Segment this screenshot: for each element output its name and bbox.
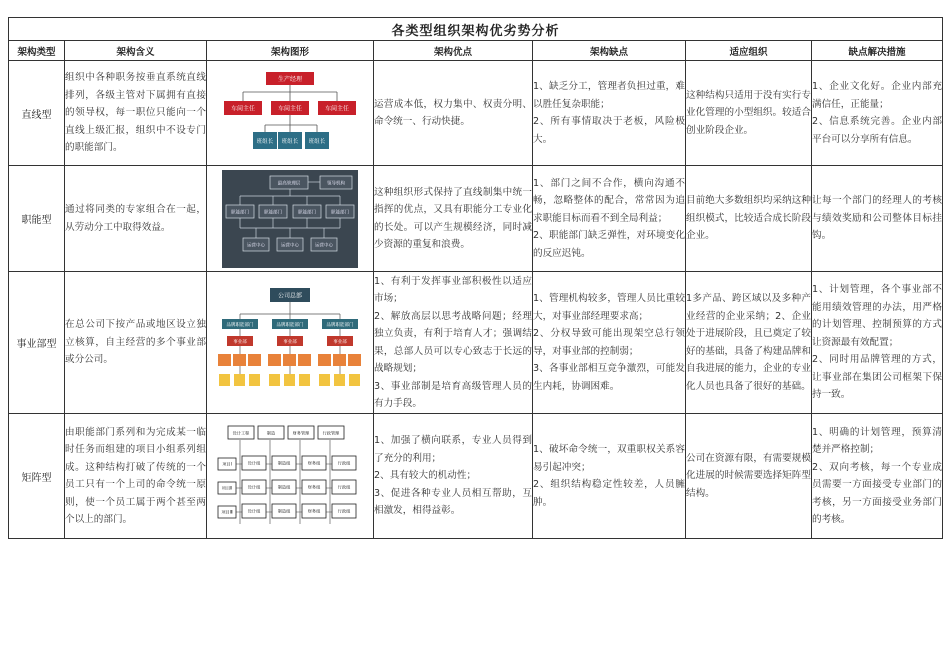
matrix-cell: 财务组	[307, 508, 321, 514]
node-mid-1: 车间主任	[230, 105, 256, 113]
header-pros: 架构优点	[374, 41, 533, 61]
node-mid-1: 职能部门	[231, 210, 249, 215]
header-type: 架构类型	[9, 41, 65, 61]
matrix-row-2: 项目Ⅱ	[221, 485, 233, 491]
matrix-col-2: 制造	[266, 430, 276, 436]
table-row	[9, 61, 943, 166]
page-title: 各类型组织架构优劣势分析	[9, 18, 943, 41]
node-bottom-2: 班组长	[281, 139, 299, 145]
node-mid-2: 车间主任	[277, 105, 303, 113]
matrix-cell: 设计组	[247, 460, 261, 466]
node-top: 最高管理层	[277, 181, 301, 186]
row-fit: 公司在资源有限，有需要规模化进展的时候需要选择矩阵型结构。	[686, 414, 812, 539]
matrix-cell: 制造组	[277, 484, 291, 490]
matrix-col-1: 设计工程	[232, 430, 250, 436]
row-type: 直线型	[9, 61, 65, 166]
node-unit-3: 事业部	[333, 339, 347, 345]
row-fit: 1多产品、跨区域以及多种产业经营的企业采纳；2、企业处于进展阶段，且已奠定了较好的基础，具备了构建品牌和自我进展的能力，企业的专业化人员也具备了很好的基础。	[686, 272, 812, 414]
node-unit-2: 事业部	[283, 339, 297, 345]
node-mid-3: 车间主任	[324, 105, 350, 113]
row-fit: 这种结构只适用于没有实行专业化管理的小型组织。较适合创业阶段企业。	[686, 61, 812, 166]
matrix-row-1: 项目Ⅰ	[222, 461, 232, 467]
header-diagram: 架构图形	[207, 41, 374, 61]
functional-org-chart	[222, 170, 358, 268]
row-type: 事业部型	[9, 272, 65, 414]
header-fit: 适应组织	[686, 41, 812, 61]
comparison-table	[8, 17, 943, 539]
node-unit-1: 事业部	[233, 339, 247, 345]
node-mid-2: 职能部门	[264, 210, 282, 215]
node-bottom-2: 运营中心	[281, 243, 299, 248]
node-top: 生产经理	[277, 76, 303, 83]
matrix-cell: 制造组	[277, 508, 291, 514]
row-pros: 1、加强了横向联系，专业人员得到了充分的利用； 2、具有较大的机动性； 3、促进各种专业人员相互帮助，互相激发，相得益彰。	[374, 414, 533, 539]
line-structure-diagram	[207, 61, 374, 166]
row-cons: 1、缺乏分工，管理者负担过重，难以胜任复杂职能； 2、所有事情取决于老板，风险极大。	[533, 61, 686, 166]
node-bottom-1: 运营中心	[247, 243, 265, 248]
table-row	[9, 166, 943, 272]
header-meaning: 架构含义	[65, 41, 207, 61]
row-meaning: 组织中各种职务按垂直系统直线排列，各级主管对下属拥有直接的领导权，每一职位只能向一个直线上级汇报，组织中不设专门的职能部门。	[65, 61, 207, 166]
row-cons: 1、部门之间不合作，横向沟通不畅，忽略整体的配合，常常因为追求职能目标而看不到全局利益； 2、职能部门缺乏弹性，对环境变化的反应迟钝。	[533, 166, 686, 272]
node-mid-1: 品牌职能部门	[226, 322, 254, 328]
row-pros: 1、有利于发挥事业部积极性以适应市场； 2、解放高层以思考战略问题；经理独立负责，有利于培育人才；强调结果，总部人员可以专心致志于长远的战略规划； 3、事业部制是培育高级管理人员的有力手段。	[374, 272, 533, 414]
node-mid-2: 品牌职能部门	[276, 322, 304, 328]
node-mid-3: 品牌职能部门	[326, 322, 354, 328]
matrix-cell: 财务组	[307, 460, 321, 466]
row-pros: 这种组织形式保持了直线制集中统一指挥的优点，又具有职能分工专业化的长处。可以产生规模经济，同时减少资源的重复和浪费。	[374, 166, 533, 272]
row-fit: 目前绝大多数组织均采纳这种组织模式，比较适合成长阶段企业。	[686, 166, 812, 272]
matrix-col-3: 财务管理	[292, 430, 310, 436]
header-row	[9, 41, 943, 61]
matrix-col-4: 行政管理	[322, 430, 340, 436]
header-fix: 缺点解决措施	[812, 41, 943, 61]
matrix-structure-diagram	[207, 414, 374, 539]
functional-structure-diagram	[207, 166, 374, 272]
matrix-cell: 行政组	[337, 460, 351, 466]
table-row	[9, 414, 943, 539]
row-meaning: 由职能部门系列和为完成某一临时任务而组建的项目小组系列组成。这种结构打破了传统的一个员工只有一个上司的命令统一原则，使一个员工属于两个甚至两个以上的部门。	[65, 414, 207, 539]
row-cons: 1、管理机构较多，管理人员比重较大，对事业部经理要求高； 2、分权导致可能出现架空总行领导，对事业部的控制弱； 3、各事业部相互竞争激烈，可能发生内耗，协调困难。	[533, 272, 686, 414]
row-fix: 1、企业文化好。企业内部充满信任，正能量； 2、信息系统完善。企业内部平台可以分享所有信息。	[812, 61, 943, 166]
node-bottom-1: 班组长	[256, 139, 274, 145]
line-org-chart	[220, 70, 360, 156]
row-cons: 1、破坏命令统一，双重职权关系容易引起冲突； 2、组织结构稳定性较差，人员臃肿。	[533, 414, 686, 539]
matrix-cell: 制造组	[277, 460, 291, 466]
node-mid-4: 职能部门	[331, 210, 349, 215]
node-mid-3: 职能部门	[298, 210, 316, 215]
node-top: 公司总部	[277, 292, 303, 299]
row-type: 矩阵型	[9, 414, 65, 539]
divisional-org-chart	[215, 284, 365, 402]
row-fix: 1、明确的计划管理，预算清楚并严格控制； 2、双向考核，每一个专业成员需要一方面接受专业部门的考核，另一方面接受业务部门的考核。	[812, 414, 943, 539]
matrix-org-chart	[216, 420, 364, 532]
node-side: 领导机构	[327, 181, 345, 186]
matrix-cell: 财务组	[307, 484, 321, 490]
matrix-cell: 设计组	[247, 484, 261, 490]
header-cons: 架构缺点	[533, 41, 686, 61]
row-pros: 运营成本低，权力集中、权责分明、命令统一、行动快捷。	[374, 61, 533, 166]
row-meaning: 通过将同类的专家组合在一起，从劳动分工中取得效益。	[65, 166, 207, 272]
matrix-cell: 行政组	[337, 484, 351, 490]
matrix-cell: 行政组	[337, 508, 351, 514]
node-bottom-3: 班组长	[308, 139, 326, 145]
row-fix: 让每一个部门的经理人的考核与绩效奖励和公司整体目标挂钩。	[812, 166, 943, 272]
matrix-cell: 设计组	[247, 508, 261, 514]
row-fix: 1、计划管理，各个事业部不能用绩效管理的办法，用严格的计划管理、控制预算的方式让资源最有效配置； 2、同时用品牌管理的方式，让事业部在集团公司框架下保持一致。	[812, 272, 943, 414]
row-meaning: 在总公司下按产品或地区设立独立核算，自主经营的多个事业部或分公司。	[65, 272, 207, 414]
divisional-structure-diagram	[207, 272, 374, 414]
matrix-row-3: 项目Ⅲ	[221, 509, 233, 515]
node-bottom-3: 运营中心	[315, 243, 333, 248]
table-row	[9, 272, 943, 414]
row-type: 职能型	[9, 166, 65, 272]
